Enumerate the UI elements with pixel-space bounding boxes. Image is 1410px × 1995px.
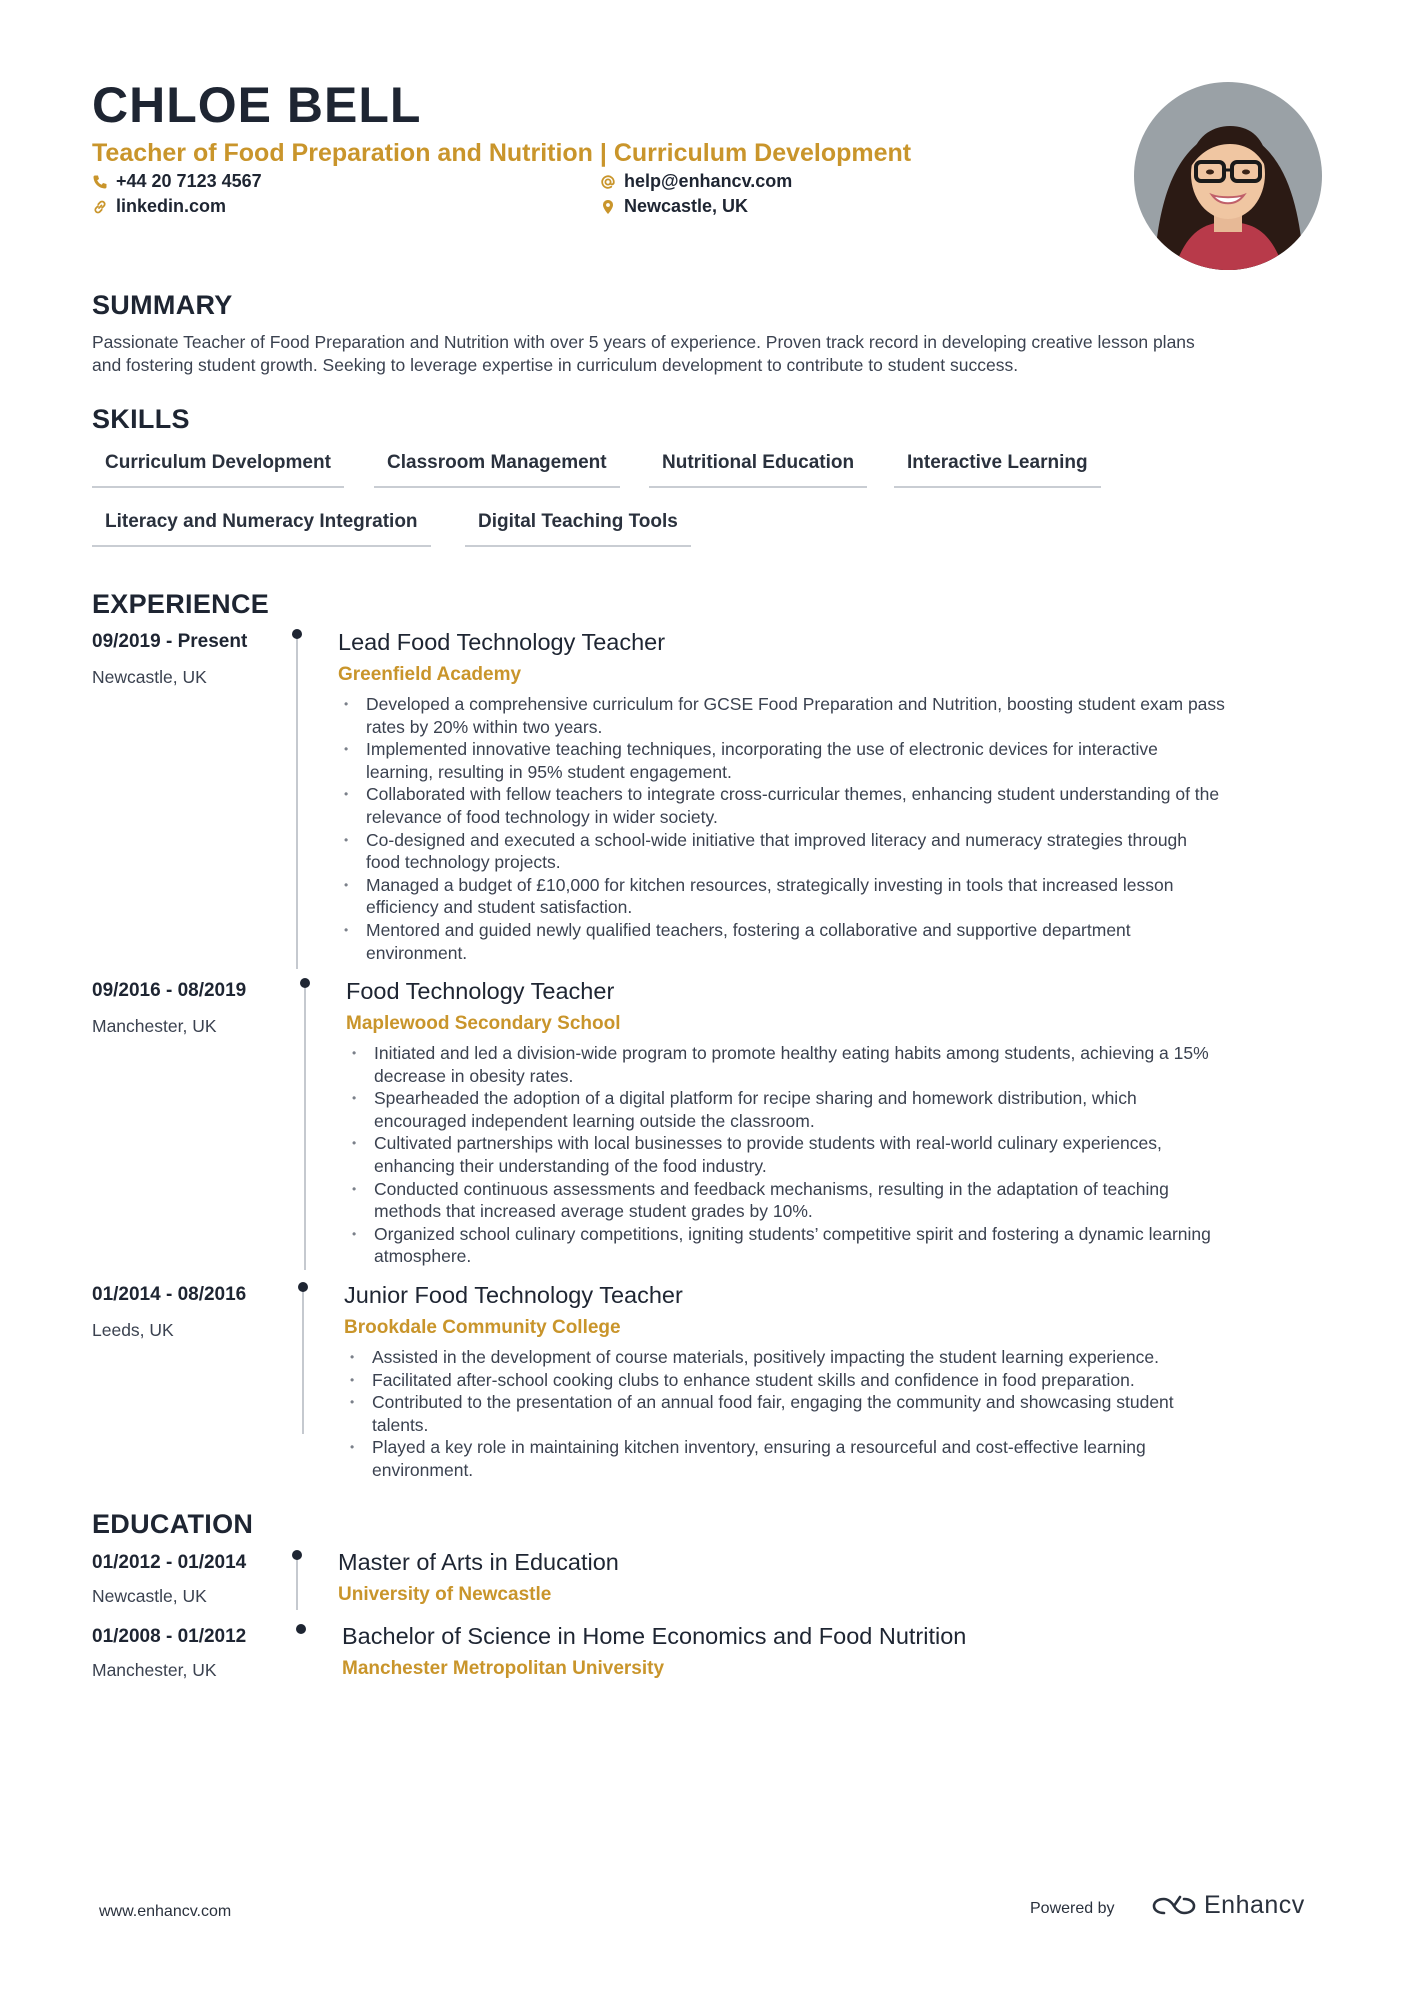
education-location: Newcastle, UK [92,1586,207,1606]
bullet-item: • Spearheaded the adoption of a digital platform for recipe sharing and homework distribution, which encouraged independent learning outside the classroom. [346,1087,1346,1132]
job-location: Leeds, UK [92,1320,174,1340]
bullet-item: • Co-designed and executed a school-wide initiative that improved literacy and numeracy strategies through food technology projects. [338,829,1338,874]
bullet-item: • Managed a budget of £10,000 for kitchen resources, strategically investing in tools that increased lesson efficiency and student satisfaction. [338,874,1338,919]
contact-phone [92,171,262,192]
timeline-line [296,634,298,969]
job-bullets [338,693,1338,964]
bullet-item: • Collaborated with fellow teachers to integrate cross-curricular themes, enhancing student understanding of the relevance of food technology in wider society. [338,783,1338,828]
bullet-item: • Implemented innovative teaching techniques, incorporating the use of electronic devices for interactive learning, resulting in 95% student engagement. [338,738,1338,783]
candidate-headline: Teacher of Food Preparation and Nutrition | Curriculum Development [92,139,912,167]
candidate-name: CHLOE BELL [92,77,422,133]
summary-heading: SUMMARY [92,290,233,320]
link-icon [92,199,108,215]
bullet-item: • Cultivated partnerships with local businesses to provide students with real-world culinary experiences, enhancing their understanding of the food industry. [346,1132,1346,1177]
enhancv-logo[interactable] [1150,1891,1305,1920]
job-location: Newcastle, UK [92,667,207,687]
job-location: Manchester, UK [92,1016,217,1036]
education-degree: Master of Arts in Education [338,1549,619,1575]
job-company: Brookdale Community College [344,1317,621,1338]
timeline-dot [298,1282,308,1292]
timeline-line [296,1555,298,1610]
job-dates: 09/2016 - 08/2019 [92,980,247,1001]
job-company: Maplewood Secondary School [346,1013,621,1034]
job-dates: 01/2014 - 08/2016 [92,1284,247,1305]
profile-photo [1134,82,1322,270]
experience-heading: EXPERIENCE [92,589,270,619]
education-school: University of Newcastle [338,1584,552,1605]
bullet-item: • Mentored and guided newly qualified teachers, fostering a collaborative and supportive department environment. [338,919,1338,964]
job-role: Lead Food Technology Teacher [338,629,666,655]
bullet-item: • Organized school culinary competitions, igniting students’ competitive spirit and fostering a dynamic learning atmosphere. [346,1223,1346,1268]
contact-email[interactable] [600,171,792,192]
education-heading: EDUCATION [92,1509,254,1539]
bullet-item: • Played a key role in maintaining kitchen inventory, ensuring a resourceful and cost-effective learning environment. [344,1436,1344,1481]
at-icon [600,174,616,190]
bullet-item: • Initiated and led a division-wide program to promote healthy eating habits among students, achieving a 15% decrease in obesity rates. [346,1042,1346,1087]
skill-tag: Literacy and Numeracy Integration [92,507,431,547]
enhancv-logo-icon [1150,1893,1198,1919]
contact-linkedin[interactable] [92,196,226,217]
skill-tag: Classroom Management [374,448,620,488]
powered-by-label: Powered by [1030,1900,1115,1917]
summary-line: Passionate Teacher of Food Preparation and Nutrition with over 5 years of experience. Proven track record in developing creative lesson plans [92,332,1195,352]
timeline-dot [292,629,302,639]
timeline-line [304,983,306,1270]
phone-text: +44 20 7123 4567 [116,171,262,191]
bullet-item: • Contributed to the presentation of an annual food fair, engaging the community and showcasing student talents. [344,1391,1344,1436]
location-pin-icon [600,199,616,215]
education-dates: 01/2008 - 01/2012 [92,1626,247,1647]
education-dates: 01/2012 - 01/2014 [92,1552,247,1573]
skill-tag: Curriculum Development [92,448,344,488]
footer-website-link[interactable]: www.enhancv.com [99,1903,232,1920]
skills-heading: SKILLS [92,404,190,434]
skill-tag: Interactive Learning [894,448,1101,488]
education-school: Manchester Metropolitan University [342,1658,665,1679]
bullet-item: • Conducted continuous assessments and feedback mechanisms, resulting in the adaptation of teaching methods that increased average student grades by 10%. [346,1178,1346,1223]
job-company: Greenfield Academy [338,664,522,685]
timeline-dot [300,978,310,988]
contact-location [600,196,748,217]
summary-line: and fostering student growth. Seeking to leverage expertise in curriculum development to contribute to student success. [92,355,1019,375]
email-text[interactable]: help@enhancv.com [624,171,793,191]
timeline-dot [296,1624,306,1634]
timeline-dot [292,1550,302,1560]
bullet-item: • Facilitated after-school cooking clubs to enhance student skills and confidence in food preparation. [344,1369,1344,1392]
skill-tag: Nutritional Education [649,448,867,488]
education-degree: Bachelor of Science in Home Economics and Food Nutrition [342,1623,967,1649]
skill-tag: Digital Teaching Tools [465,507,691,547]
job-role: Food Technology Teacher [346,978,615,1004]
job-dates: 09/2019 - Present [92,631,248,652]
bullet-item: • Developed a comprehensive curriculum for GCSE Food Preparation and Nutrition, boosting student exam pass rates by 20% within two years. [338,693,1338,738]
education-location: Manchester, UK [92,1660,217,1680]
phone-icon [92,174,108,190]
summary-text [92,331,1322,377]
location-text: Newcastle, UK [624,196,749,216]
enhancv-logo-text: Enhancv [1204,1891,1305,1919]
bullet-item: • Assisted in the development of course materials, positively impacting the student learning experience. [344,1346,1344,1369]
job-bullets [344,1346,1344,1482]
timeline-line [302,1287,304,1434]
job-role: Junior Food Technology Teacher [344,1282,683,1308]
linkedin-text[interactable]: linkedin.com [116,196,227,216]
job-bullets [346,1042,1346,1268]
